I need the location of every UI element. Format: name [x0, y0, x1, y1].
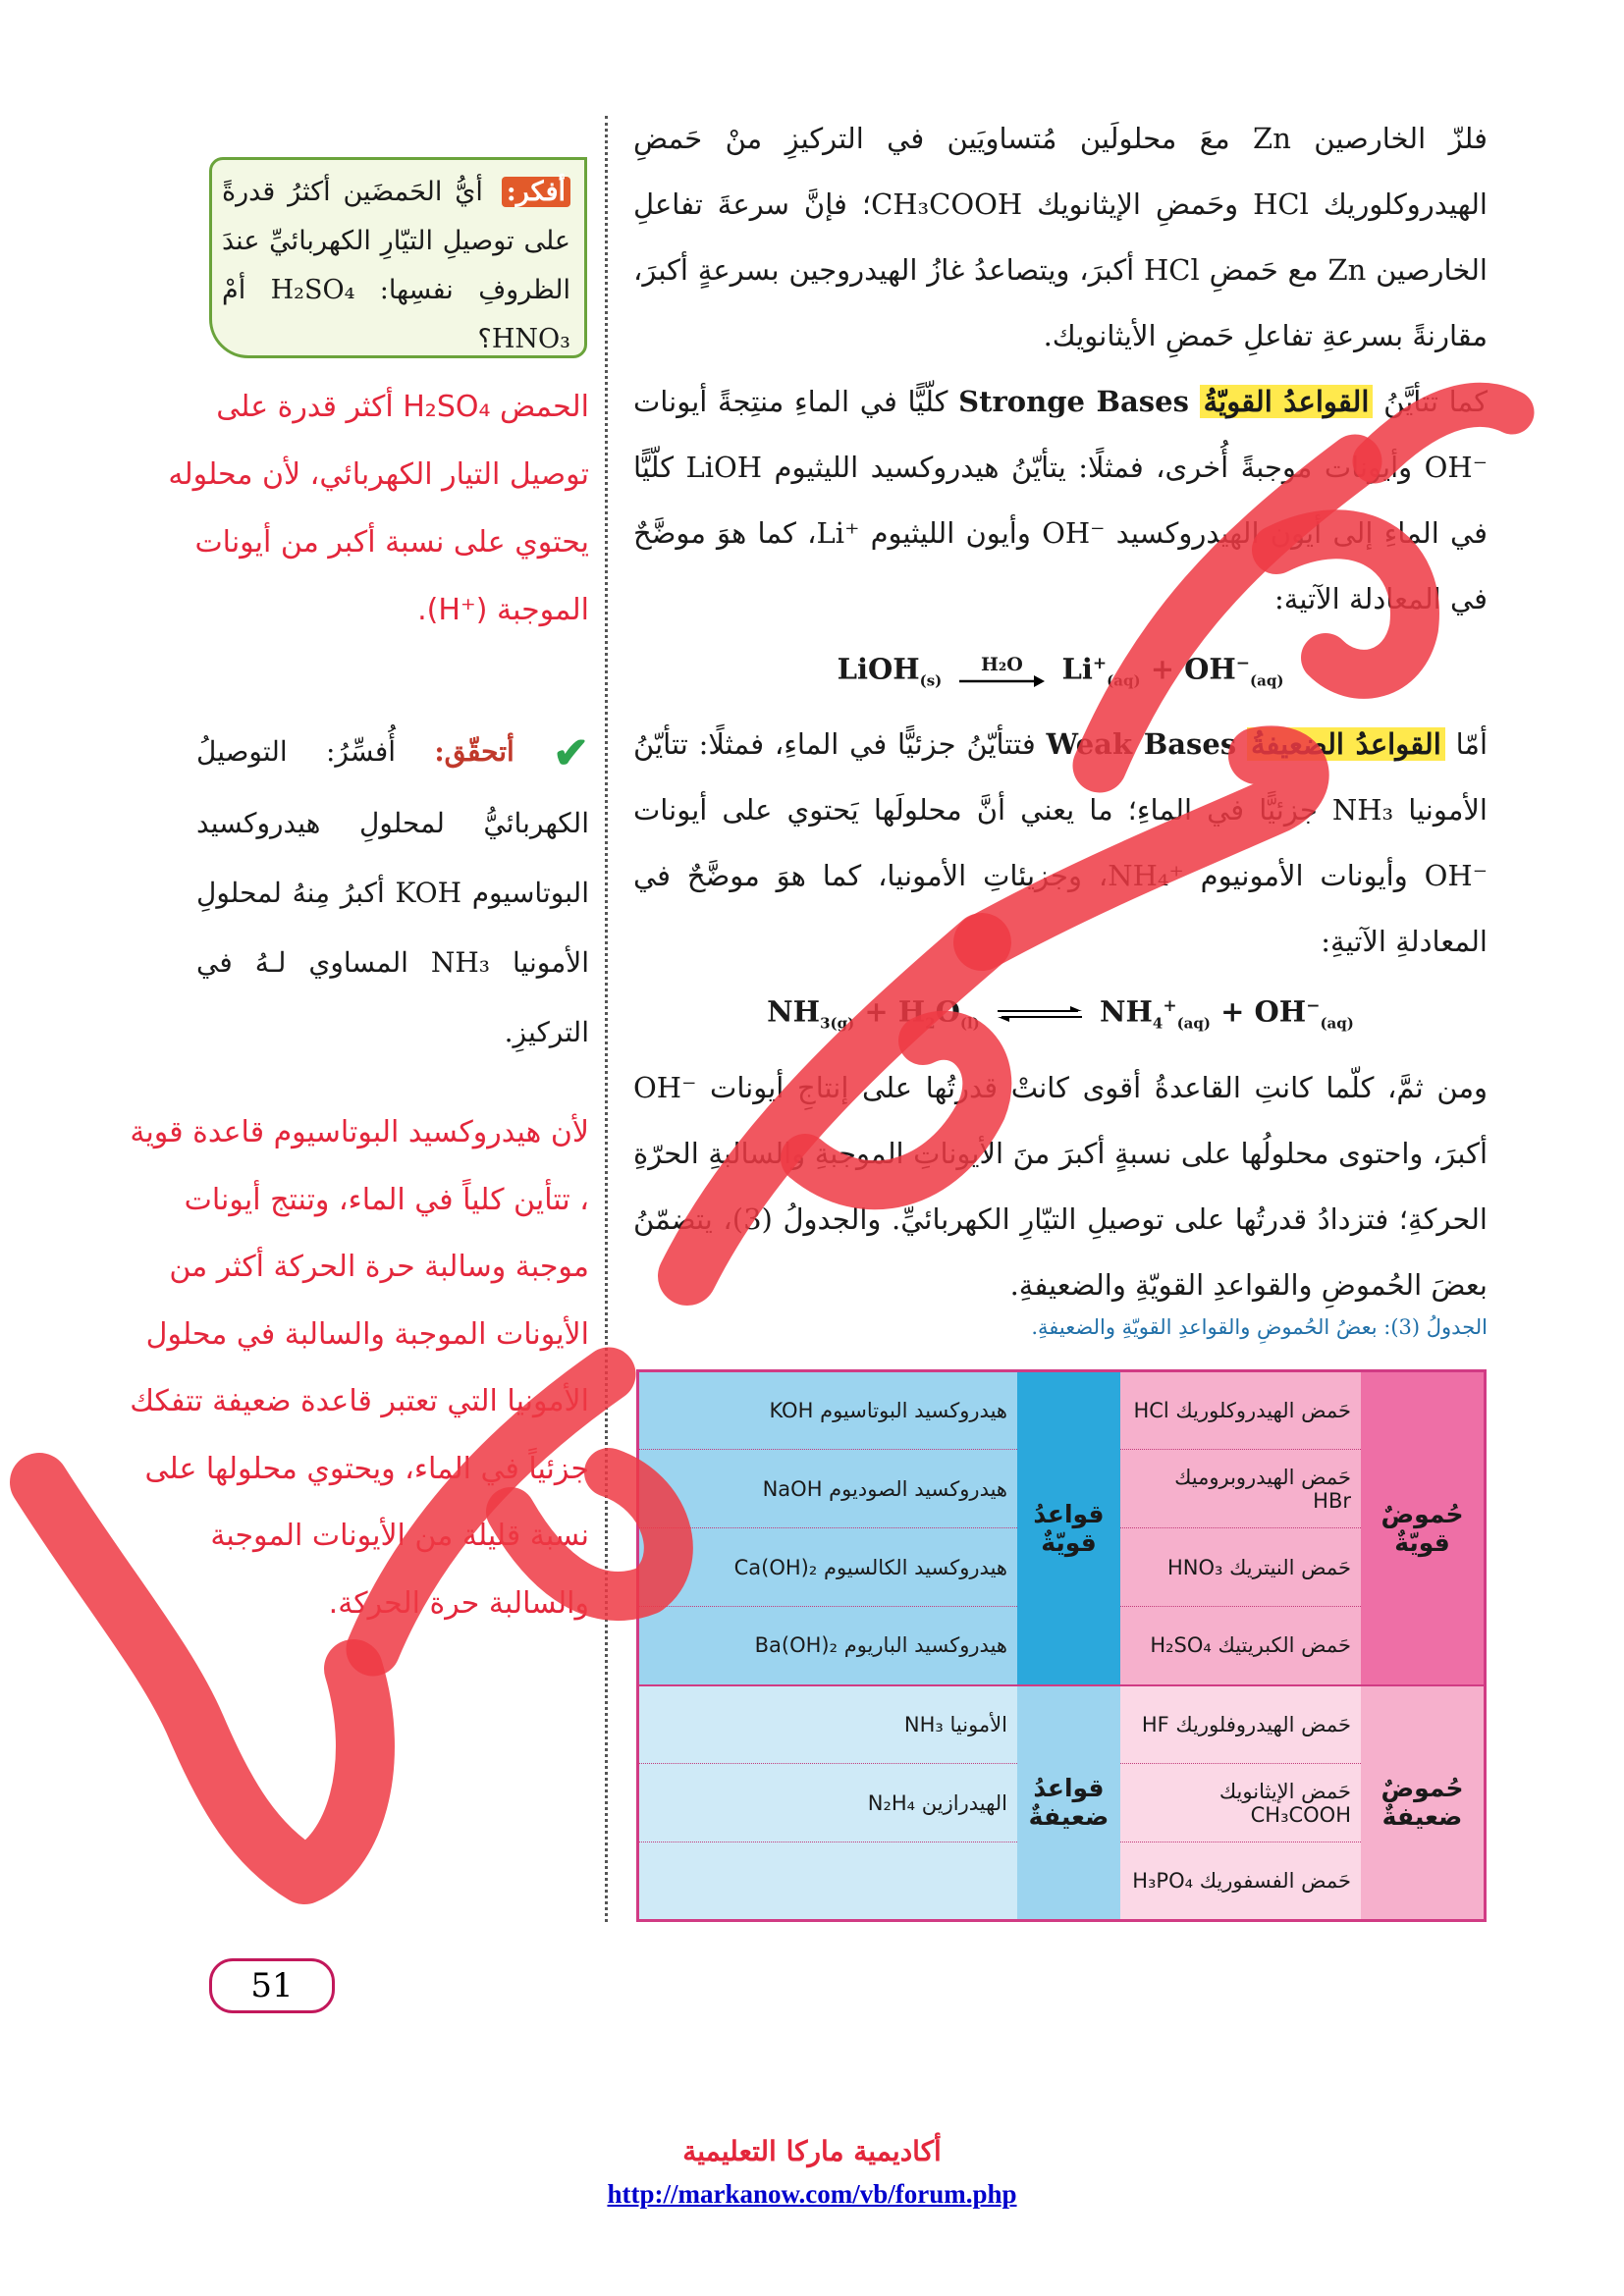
main-text-column [633, 106, 1488, 1318]
check-mark-icon: ✔ [553, 728, 589, 778]
table-cell: الأمونيا NH₃ [638, 1685, 1018, 1764]
table-cell: هيدروكسيد الكالسيوم Ca(OH)₂ [638, 1528, 1018, 1607]
paragraph-zinc-reaction: فلزّ الخارصين Zn معَ محلولَين مُتساويَين في التركيزِ منْ حَمضِ الهيدروكلوريك HCl وحَمضِ الإيثانويك CH₃COOH؛ فإنَّ سرعةَ تفاعلِ الخارصين Zn مع حَمضِ HCl أكبرَ، ويتصاعدُ غازُ الهيدروجين بسرعةٍ أكبرَ، مقارنةً بسرعةِ تفاعلِ حَمضِ الأيثانويك. [633, 122, 1488, 352]
table-cell: الهيدرازين N₂H₄ [638, 1764, 1018, 1842]
weak-bases-english: Weak Bases [1046, 727, 1237, 762]
equilibrium-arrow-icon [996, 1005, 1084, 1023]
acids-bases-table [636, 1369, 1487, 1919]
think-box [209, 157, 587, 358]
weak-bases-header: قواعدُ ضعيفةٌ [1017, 1685, 1120, 1921]
handwritten-answer-think: الحمض H₂SO₄ أكثر قدرة على توصيل التيار الكهربائي، لأن محلوله يحتوي على نسبة أكبر من أيونات الموجبة (⁺H). [168, 390, 589, 627]
table-row [638, 1371, 1486, 1450]
weak-acids-header: حُموضٌ ضعيفةٌ [1361, 1685, 1486, 1921]
check-heading: أتحقّق: [434, 735, 514, 768]
paragraph-strong-bases: كما تتأيَّنُ القواعدُ القويّةُ Stronge Bases كلّيًّا في الماءِ منتِجةً أيونات ⁻OH وأيونات موجبةً أُخرى، فمثلًا: يتأيّنُ هيدروكسيد الليثيوم LiOH كلّيًّا في الماءِ إلى أيون الهيدروكسيد ⁻OH وأيون الليثيوم ⁺Li، كما هوَ موضَّحٌ في المعادلة الآتية: [633, 385, 1489, 615]
equation-lioh: LiOH$_{(s)}$ H₂O $Li^+_{(aq)} + OH^-_{(aq)}$ [837, 652, 1284, 690]
footer-title: أكاديمية ماركا التعليمية [682, 2135, 942, 2167]
table-cell: هيدروكسيد البوتاسيوم KOH [638, 1371, 1018, 1450]
column-separator [605, 116, 608, 1922]
table-cell: حَمض الهيدروكلوريك HCl [1120, 1371, 1361, 1450]
paragraph-conclusion: ومن ثمَّ، كلّما كانتِ القاعدةُ أقوى كانتْ قدرتُها على إنتاجِ أيونات ⁻OH أكبرَ، واحتوى محلولُها على نسبةٍ أكبرَ منَ الأيوناتِ الموجبةِ والسالبةِ الحرّةِ الحركةِ؛ فتزدادُ قدرتُها على توصيلِ التيّارِ الكهربائيِّ. والجدولُ (3)، يتضمّنُ بعضَ الحُموضِ والقواعدِ القويّةِ والضعيفةِ. [633, 1070, 1488, 1302]
check-question [196, 717, 589, 1067]
table-cell: حَمض الهيدروبروميك HBr [1120, 1450, 1361, 1528]
table-cell: حَمض الكبريتيك H₂SO₄ [1120, 1607, 1361, 1685]
equation-nh3: $NH_{3(g)} + H_2O_{(l)}$ $NH_4^+_{(aq)} + OH^-_{(aq)}$ [767, 995, 1354, 1033]
think-tag: أفكر: [502, 177, 570, 207]
table-row [638, 1685, 1486, 1764]
reaction-arrow-icon: H₂O [957, 655, 1046, 688]
strong-bases-header: قواعدُ قويّةٌ [1017, 1371, 1120, 1685]
table-cell: هيدروكسيد الباريوم Ba(OH)₂ [638, 1607, 1018, 1685]
footer-link-container [0, 2179, 1624, 2210]
table-cell: حَمض النيتريك HNO₃ [1120, 1528, 1361, 1607]
strong-bases-english: Stronge Bases [958, 385, 1189, 418]
strong-bases-term: القواعدُ القويّةُ [1200, 385, 1374, 418]
page-number: 51 [209, 1958, 335, 2013]
footer-url-link[interactable]: http://markanow.com/vb/forum.php [607, 2179, 1017, 2209]
check-text: أُفسِّرُ: التوصيلُ الكهربائيُّ لمحلولِ هيدروكسيد البوتاسيوم KOH أكبرُ مِنهُ لمحلولِ الأمونيا NH₃ المساوي لـهُ في التركيزِ. [196, 735, 589, 1048]
table-caption: الجدولُ (3): بعضُ الحُموضِ والقواعدِ القويّةِ والضعيفةِ. [1031, 1315, 1488, 1339]
paragraph-weak-bases: أمّا القواعدُ الضعيفةُ Weak Bases فتتأيّنُ جزئيًّا في الماءِ، فمثلًا: تتأيّنُ الأمونيا NH₃ جزئيًّا في الماءِ؛ ما يعني أنَّ محلولَها يَحتوي على أيونات ⁻OH وأيونات الأمونيوم ⁺NH₄، وجزيئاتِ الأمونيا، كما هوَ موضَّحٌ في المعادلةِ الآتيةِ: [633, 727, 1489, 959]
think-question: أيُّ الحَمضَين أكثرُ قدرةً على توصيلِ التيّارِ الكهربائيِّ عندَ الظروفِ نفسِها: H₂SO₄ أمْ HNO₃؟ [222, 177, 570, 354]
strong-acids-header: حُموضٌ قويّةٌ [1361, 1371, 1486, 1685]
weak-bases-term: القواعدُ الضعيفةُ [1247, 727, 1445, 761]
table-cell: هيدروكسيد الصوديوم NaOH [638, 1450, 1018, 1528]
table-cell [638, 1842, 1018, 1921]
table-cell: حَمض الهيدروفلوريك HF [1120, 1685, 1361, 1764]
table-cell: حَمض الإيثانويك CH₃COOH [1120, 1764, 1361, 1842]
table-cell: حَمض الفسفوريك H₃PO₄ [1120, 1842, 1361, 1921]
handwritten-answer-check: لأن هيدروكسيد البوتاسيوم قاعدة قوية ، تتأين كلياً في الماء، وتنتج أيونات موجبة وسالبة حرة الحركة أكثر من الأيونات الموجبة والسالبة في محلول الأمونيا التي تعتبر قاعدة ضعيفة تتفكك جزئياً في الماء، ويحتوي محلولها على نسبة قليلة من الأيونات الموجبة والسالبة حرة الحركة. [130, 1115, 589, 1621]
